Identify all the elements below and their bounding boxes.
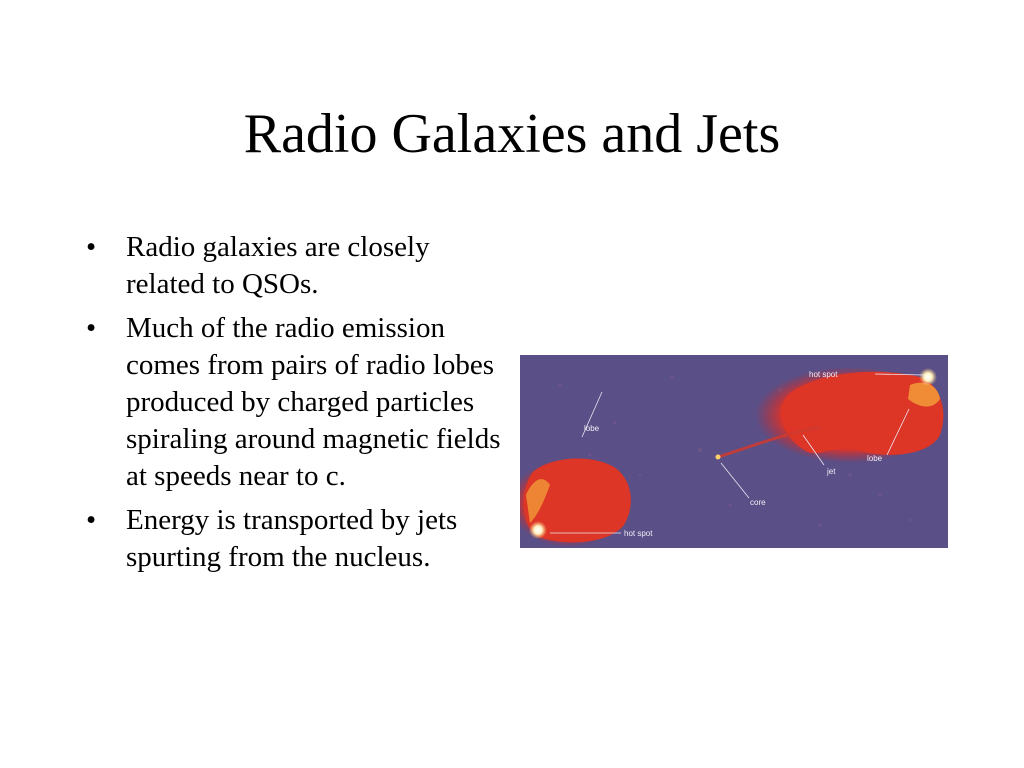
- bullet-item: [84, 502, 504, 576]
- lobe-label-right: lobe: [867, 454, 883, 463]
- bullet-icon: •: [86, 312, 97, 344]
- radio-galaxy-image: [520, 355, 948, 548]
- hot-spot-label-bottom: hot spot: [624, 529, 653, 538]
- bullet-icon: •: [86, 231, 97, 263]
- core-dot: [716, 455, 721, 460]
- jet-label: jet: [827, 467, 836, 476]
- bullet-text: Energy is transported by jets spurting from the nucleus.: [126, 504, 458, 573]
- hot-spot-right: [919, 368, 937, 386]
- lobe-label-left: lobe: [584, 424, 600, 433]
- hot-spot-left: [529, 521, 547, 539]
- bullet-text: Much of the radio emission comes from pairs of radio lobes produced by charged particles spiraling around magnetic fields at speeds near to c.: [126, 312, 501, 492]
- slide-title: Radio Galaxies and Jets: [243, 103, 781, 165]
- bullet-list: [84, 229, 504, 583]
- hot-spot-label-top: hot spot: [809, 370, 838, 379]
- bullet-item: [84, 310, 504, 495]
- right-lobe: [755, 367, 945, 463]
- bullet-text: Radio galaxies are closely related to QSOs.: [126, 231, 430, 300]
- bullet-icon: •: [86, 504, 97, 536]
- bullet-item: [84, 229, 504, 303]
- core-label: core: [750, 498, 766, 507]
